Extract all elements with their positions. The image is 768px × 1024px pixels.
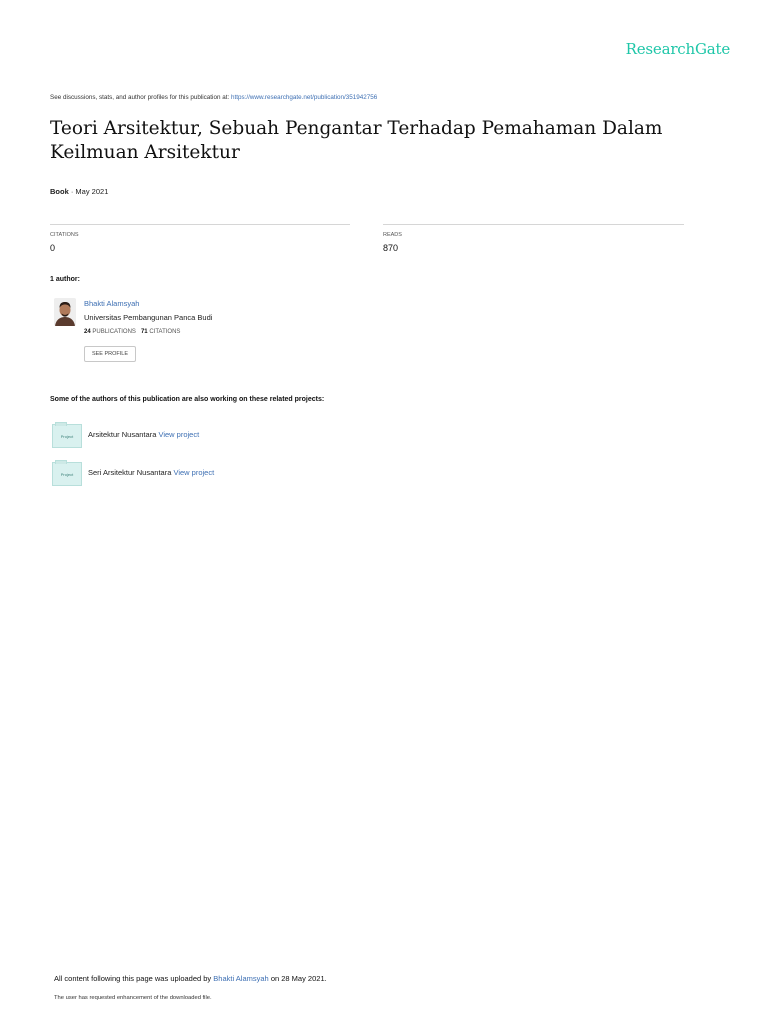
author-stats xyxy=(84,329,180,335)
author-publications-count: 24 xyxy=(84,329,91,335)
citations-value: 0 xyxy=(50,243,56,253)
project-icon-label: Project xyxy=(60,433,74,439)
reads-value: 870 xyxy=(383,243,399,253)
author-publications-label: PUBLICATIONS xyxy=(92,329,136,335)
author-citations-label: CITATIONS xyxy=(149,329,181,335)
author-citations-count: 71 xyxy=(140,329,148,335)
authors-heading: 1 author: xyxy=(50,276,80,283)
intro-text: See discussions, stats, and author profiles for this publication at: xyxy=(50,94,230,101)
related-project-item xyxy=(88,468,214,477)
see-profile-button[interactable]: SEE PROFILE xyxy=(84,346,136,362)
view-project-link[interactable]: View project xyxy=(158,430,200,439)
related-project-item xyxy=(88,430,199,439)
researchgate-logo[interactable]: ResearchGate xyxy=(625,40,730,58)
reads-label: READS xyxy=(383,232,402,238)
project-folder-icon[interactable] xyxy=(52,462,82,486)
project-icon-label: Project xyxy=(60,471,74,477)
upload-prefix: All content following this page was uploaded by xyxy=(54,974,212,983)
citations-label: CITATIONS xyxy=(50,232,79,238)
author-institution: Universitas Pembangunan Panca Budi xyxy=(84,313,213,322)
upload-info xyxy=(54,974,327,983)
author-name-link[interactable]: Bhakti Alamsyah xyxy=(84,299,140,308)
related-projects-heading: Some of the authors of this publication are also working on these related projects: xyxy=(50,396,325,403)
publication-meta xyxy=(50,187,108,196)
view-project-link[interactable]: View project xyxy=(173,468,215,477)
project-name: Seri Arsitektur Nusantara xyxy=(88,468,172,477)
publication-type: Book xyxy=(50,187,69,196)
citations-divider xyxy=(50,224,350,225)
project-name: Arsitektur Nusantara xyxy=(88,430,157,439)
upload-suffix: on 28 May 2021. xyxy=(270,974,327,983)
publication-title: Teori Arsitektur, Sebuah Pengantar Terhadap Pemahaman Dalam Keilmuan Arsitektur xyxy=(50,118,663,163)
enhancement-note: The user has requested enhancement of the downloaded file. xyxy=(54,995,212,1001)
reads-divider xyxy=(383,224,684,225)
project-folder-icon[interactable] xyxy=(52,424,82,448)
author-avatar[interactable] xyxy=(54,298,76,326)
author-photo-icon xyxy=(54,298,76,326)
publication-url-link[interactable]: https://www.researchgate.net/publication/351942756 xyxy=(230,94,378,101)
publication-date: · May 2021 xyxy=(70,187,109,196)
uploader-link[interactable]: Bhakti Alamsyah xyxy=(213,974,269,983)
discussion-intro xyxy=(50,94,377,101)
